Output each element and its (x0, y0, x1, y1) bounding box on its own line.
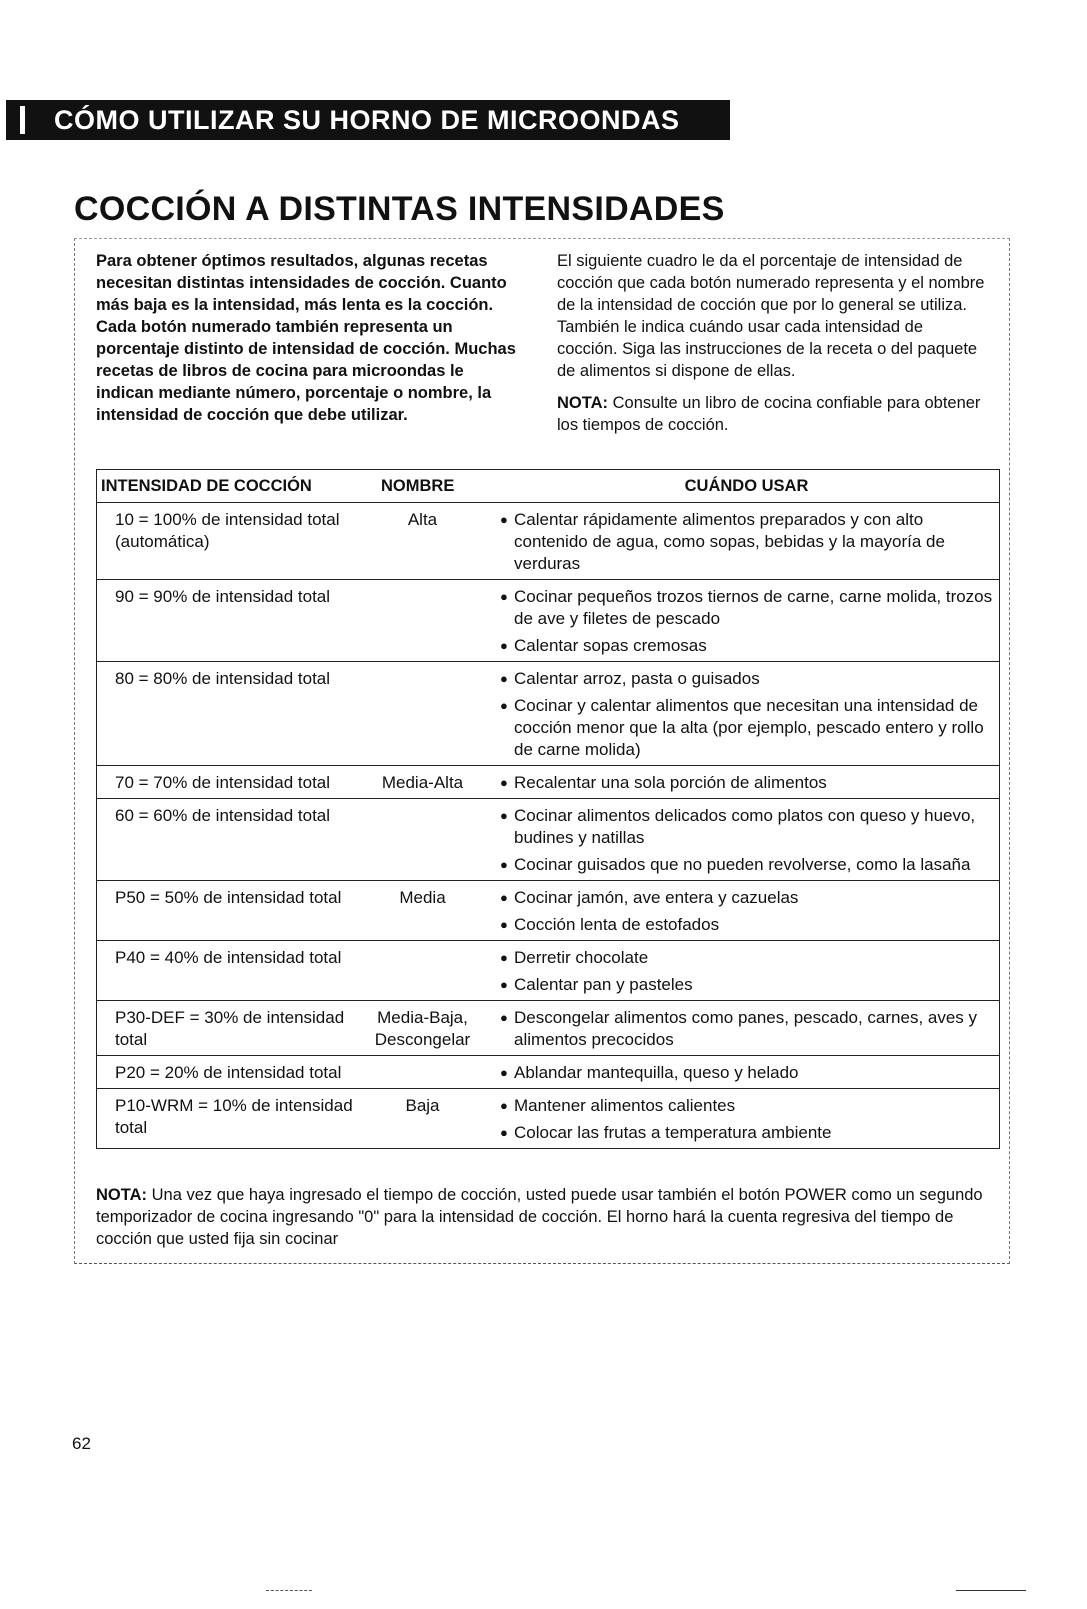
bullet-icon: ● (500, 1125, 508, 1140)
use-item (500, 772, 993, 794)
bullet-icon: ● (500, 808, 508, 823)
header-when: CUÁNDO USAR (684, 476, 809, 495)
use-text: Mantener alimentos calientes (514, 1096, 736, 1115)
use-item (500, 586, 993, 630)
table-row (97, 662, 999, 766)
use-item (500, 1062, 993, 1084)
intro-note-text: Consulte un libro de cocina confiable para obtener los tiempos de cocción. (557, 394, 981, 434)
use-item (500, 1122, 993, 1144)
intro-note-label: NOTA: (557, 394, 609, 412)
bullet-icon: ● (500, 671, 508, 686)
footer-rule-left (266, 1590, 312, 1591)
use-text: Calentar arroz, pasta o guisados (514, 669, 760, 688)
intensity-cell: 80 = 80% de intensidad total (115, 669, 331, 688)
bullet-icon: ● (500, 638, 508, 653)
use-item (500, 509, 993, 575)
intensity-cell: P40 = 40% de intensidad total (115, 948, 342, 967)
bullet-icon: ● (500, 589, 508, 604)
intro-left (96, 250, 526, 426)
use-item (500, 854, 993, 876)
use-text: Calentar rápidamente alimentos preparados y con alto contenido de agua, como sopas, bebidas y la mayoría de verduras (514, 510, 945, 573)
name-cell: Alta (407, 510, 438, 529)
use-text: Cocinar pequeños trozos tiernos de carne, carne molida, trozos de ave y filetes de pescado (514, 587, 993, 628)
name-cell: Media-Alta (381, 773, 464, 792)
table-row (97, 503, 999, 580)
use-text: Cocinar guisados que no pueden revolverse, como la lasaña (514, 855, 971, 874)
name-cell (355, 586, 490, 657)
when-cell (490, 509, 999, 575)
intensity-cell: 70 = 70% de intensidad total (115, 773, 331, 792)
footer-rule-right (956, 1590, 1026, 1591)
table-row (97, 881, 999, 941)
bullet-icon: ● (500, 775, 508, 790)
bullet-icon: ● (500, 698, 508, 713)
when-cell (490, 1095, 999, 1144)
page-number: 62 (72, 1434, 91, 1453)
use-text: Calentar pan y pasteles (514, 975, 693, 994)
power-levels-table (96, 469, 1000, 1149)
table-row (97, 1001, 999, 1056)
intro-right (557, 250, 987, 436)
intro-left-text: Para obtener óptimos resultados, algunas recetas necesitan distintas intensidades de cocción. Cuanto más baja es la intensidad, más lenta es la cocción. Cada botón numerado también representa un porcentaje distinto de intensidad de cocción. Muchas recetas de libros de cocina para microondas le indican mediante número, porcentaje o nombre, la intensidad de cocción que debe utilizar. (96, 252, 516, 424)
name-cell (355, 947, 490, 996)
name-cell (355, 668, 490, 761)
banner-text: CÓMO UTILIZAR SU HORNO DE MICROONDAS (54, 105, 680, 135)
use-text: Cocinar jamón, ave entera y cazuelas (514, 888, 799, 907)
table-row (97, 580, 999, 662)
name-cell (355, 1062, 490, 1084)
use-text: Derretir chocolate (514, 948, 649, 967)
when-cell (490, 887, 999, 936)
use-item (500, 668, 993, 690)
table-body (97, 503, 999, 1149)
table-row (97, 941, 999, 1001)
header-intensity: INTENSIDAD DE COCCIÓN (101, 476, 312, 495)
use-text: Cocinar y calentar alimentos que necesitan una intensidad de cocción menor que la alta (por ejemplo, pescado entero y rollo de carne molida) (514, 696, 984, 759)
table-row (97, 766, 999, 799)
use-item (500, 947, 993, 969)
intro-note (557, 392, 987, 436)
bullet-icon: ● (500, 1065, 508, 1080)
when-cell (490, 1007, 999, 1051)
use-item (500, 1095, 993, 1117)
when-cell (490, 586, 999, 657)
bullet-icon: ● (500, 1010, 508, 1025)
use-text: Cocción lenta de estofados (514, 915, 720, 934)
name-cell (355, 805, 490, 876)
table-header (97, 470, 999, 503)
when-cell (490, 947, 999, 996)
footnote-label: NOTA: (96, 1186, 148, 1204)
when-cell (490, 668, 999, 761)
use-item (500, 887, 993, 909)
use-text: Descongelar alimentos como panes, pescado, carnes, aves y alimentos precocidos (514, 1008, 978, 1049)
intensity-cell: P30-DEF = 30% de intensidad total (115, 1008, 345, 1049)
use-item (500, 914, 993, 936)
when-cell (490, 1062, 999, 1084)
table-row (97, 799, 999, 881)
name-cell: Baja (405, 1096, 440, 1115)
table-row (97, 1089, 999, 1149)
intensity-cell: 90 = 90% de intensidad total (115, 587, 331, 606)
bullet-icon: ● (500, 890, 508, 905)
intensity-cell: P50 = 50% de intensidad total (115, 888, 342, 907)
use-text: Cocinar alimentos delicados como platos con queso y huevo, budines y natillas (514, 806, 976, 847)
when-cell (490, 772, 999, 794)
intensity-cell: P10-WRM = 10% de intensidad total (115, 1096, 353, 1137)
footnote (96, 1184, 986, 1250)
bullet-icon: ● (500, 917, 508, 932)
name-cell: Media-Baja, Descongelar (374, 1008, 471, 1049)
bullet-icon: ● (500, 512, 508, 527)
intensity-cell: P20 = 20% de intensidad total (115, 1063, 342, 1082)
name-cell: Media (399, 888, 446, 907)
use-text: Recalentar una sola porción de alimentos (514, 773, 827, 792)
use-item (500, 974, 993, 996)
header-name: NOMBRE (381, 476, 455, 495)
intensity-cell: 60 = 60% de intensidad total (115, 806, 331, 825)
use-text: Ablandar mantequilla, queso y helado (514, 1063, 799, 1082)
bullet-icon: ● (500, 977, 508, 992)
use-text: Colocar las frutas a temperatura ambiente (514, 1123, 832, 1142)
intensity-cell: 10 = 100% de intensidad total (automática) (115, 510, 340, 551)
page-title: COCCIÓN A DISTINTAS INTENSIDADES (74, 190, 725, 228)
use-item (500, 805, 993, 849)
banner-bar (20, 106, 25, 134)
intro-right-text: El siguiente cuadro le da el porcentaje de intensidad de cocción que cada botón numerado representa y el nombre de la intensidad de cocción que por lo general se utiliza. También le indica cuándo usar cada intensidad de cocción. Siga las instrucciones de la receta o del paquete de alimentos si dispone de ellas. (557, 252, 985, 380)
bullet-icon: ● (500, 1098, 508, 1113)
use-item (500, 1007, 993, 1051)
bullet-icon: ● (500, 950, 508, 965)
use-item (500, 695, 993, 761)
section-banner (6, 100, 730, 140)
footnote-text: Una vez que haya ingresado el tiempo de cocción, usted puede usar también el botón POWER como un segundo temporizador de cocina ingresando "0" para la intensidad de cocción. El horno hará la cuenta regresiva del tiempo de cocción que usted fija sin cocinar (96, 1186, 983, 1248)
when-cell (490, 805, 999, 876)
table-row (97, 1056, 999, 1089)
use-item (500, 635, 993, 657)
bullet-icon: ● (500, 857, 508, 872)
use-text: Calentar sopas cremosas (514, 636, 707, 655)
